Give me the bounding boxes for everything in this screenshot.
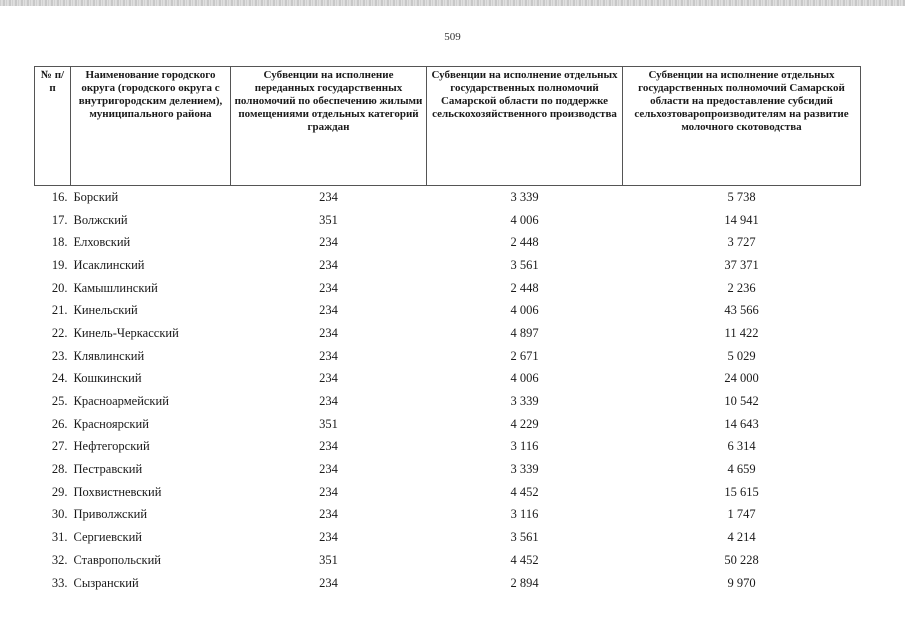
table-row: [35, 277, 861, 300]
table-row: [35, 345, 861, 368]
dairy-value-cell: 6 314: [727, 439, 756, 454]
row-number-cell: 21.: [51, 303, 68, 318]
row-number-cell: 24.: [51, 371, 68, 386]
municipality-name-cell: Нефтегорский: [73, 439, 150, 454]
municipality-name-cell: Сызранский: [73, 575, 139, 590]
header-housing-subvention: Субвенции на исполнение переданных государственных полномочий по обеспечению жилыми помещениями отдельных категорий граждан: [231, 67, 427, 186]
housing-value-cell: 234: [319, 507, 338, 522]
municipality-name-cell: Кинель-Черкасский: [73, 325, 179, 340]
row-number-cell: 26.: [51, 416, 68, 431]
header-number: № п/п: [35, 67, 71, 186]
dairy-value-cell: 3 727: [727, 235, 756, 250]
housing-value-cell: 351: [319, 416, 338, 431]
agriculture-value-cell: 3 116: [510, 439, 539, 454]
row-number-cell: 23.: [51, 348, 68, 363]
agriculture-value-cell: 4 006: [510, 371, 539, 386]
municipality-name-cell: Красноармейский: [73, 394, 169, 409]
subvention-table: [34, 66, 861, 594]
header-municipality: Наименование городского округа (городского округа с внутригородским делением), муниципального района: [71, 67, 231, 186]
table-row: [35, 322, 861, 345]
agriculture-value-cell: 2 894: [510, 575, 539, 590]
dairy-value-cell: 15 615: [724, 484, 759, 499]
dairy-value-cell: 43 566: [724, 303, 759, 318]
housing-value-cell: 351: [319, 552, 338, 567]
municipality-name-cell: Клявлинский: [73, 348, 145, 363]
housing-value-cell: 234: [319, 235, 338, 250]
municipality-name-cell: Сергиевский: [73, 530, 142, 545]
municipality-name-cell: Волжский: [73, 212, 128, 227]
table-row: [35, 368, 861, 391]
row-number-cell: 19.: [51, 257, 68, 272]
table-row: [35, 572, 861, 595]
housing-value-cell: 234: [319, 257, 338, 272]
municipality-name-cell: Пестравский: [73, 462, 143, 477]
housing-value-cell: 234: [319, 462, 338, 477]
dairy-value-cell: 4 659: [727, 462, 756, 477]
table-row: [35, 481, 861, 504]
housing-value-cell: 234: [319, 280, 338, 295]
dairy-value-cell: 9 970: [727, 575, 756, 590]
row-number-cell: 25.: [51, 394, 68, 409]
row-number-cell: 32.: [51, 552, 68, 567]
table-row: [35, 458, 861, 481]
municipality-name-cell: Ставропольский: [73, 552, 161, 567]
dairy-value-cell: 11 422: [724, 325, 759, 340]
dairy-value-cell: 5 029: [727, 348, 756, 363]
table-row: [35, 390, 861, 413]
dairy-value-cell: 5 738: [727, 189, 756, 204]
table-row: [35, 549, 861, 572]
table-row: [35, 231, 861, 254]
municipality-name-cell: Камышлинский: [73, 280, 158, 295]
table-row: [35, 254, 861, 277]
municipality-name-cell: Похвистневский: [73, 484, 162, 499]
header-agriculture-subvention: Субвенции на исполнение отдельных государственных полномочий Самарской области по поддержке сельскохозяйственного производства: [427, 67, 623, 186]
municipality-name-cell: Борский: [73, 189, 119, 204]
housing-value-cell: 234: [319, 371, 338, 386]
agriculture-value-cell: 4 006: [510, 212, 539, 227]
row-number-cell: 22.: [51, 325, 68, 340]
dairy-value-cell: 2 236: [727, 280, 756, 295]
agriculture-value-cell: 4 452: [510, 552, 539, 567]
municipality-name-cell: Приволжский: [73, 507, 148, 522]
header-row: [35, 67, 861, 186]
dairy-value-cell: 14 643: [724, 416, 759, 431]
agriculture-value-cell: 3 561: [510, 257, 539, 272]
row-number-cell: 16.: [51, 189, 68, 204]
municipality-name-cell: Красноярский: [73, 416, 149, 431]
municipality-name-cell: Исаклинский: [73, 257, 145, 272]
row-number-cell: 33.: [51, 575, 68, 590]
dairy-value-cell: 24 000: [724, 371, 759, 386]
agriculture-value-cell: 2 671: [510, 348, 539, 363]
agriculture-value-cell: 3 339: [510, 462, 539, 477]
row-number-cell: 20.: [51, 280, 68, 295]
scan-edge: [0, 0, 905, 6]
housing-value-cell: 234: [319, 484, 338, 499]
table-body: [35, 186, 861, 595]
table-row: [35, 186, 861, 209]
row-number-cell: 30.: [51, 507, 68, 522]
housing-value-cell: 234: [319, 394, 338, 409]
table-row: [35, 436, 861, 459]
row-number-cell: 29.: [51, 484, 68, 499]
agriculture-value-cell: 4 452: [510, 484, 539, 499]
agriculture-value-cell: 3 339: [510, 394, 539, 409]
table-row: [35, 209, 861, 232]
dairy-value-cell: 37 371: [724, 257, 759, 272]
row-number-cell: 18.: [51, 235, 68, 250]
housing-value-cell: 234: [319, 575, 338, 590]
agriculture-value-cell: 4 229: [510, 416, 539, 431]
housing-value-cell: 234: [319, 348, 338, 363]
table-row: [35, 299, 861, 322]
table-header: [35, 67, 861, 186]
dairy-value-cell: 14 941: [724, 212, 759, 227]
row-number-cell: 31.: [51, 530, 68, 545]
page-number: 509: [444, 31, 461, 43]
dairy-value-cell: 10 542: [724, 394, 759, 409]
housing-value-cell: 351: [319, 212, 338, 227]
housing-value-cell: 234: [319, 530, 338, 545]
row-number-cell: 17.: [51, 212, 68, 227]
dairy-value-cell: 50 228: [724, 552, 759, 567]
dairy-value-cell: 1 747: [727, 507, 756, 522]
agriculture-value-cell: 3 561: [510, 530, 539, 545]
housing-value-cell: 234: [319, 189, 338, 204]
row-number-cell: 28.: [51, 462, 68, 477]
table-row: [35, 413, 861, 436]
housing-value-cell: 234: [319, 325, 338, 340]
header-dairy-subvention: Субвенции на исполнение отдельных государственных полномочий Самарской области на предоставление субсидий сельхозтоваропроизводителям на развитие молочного скотоводства: [623, 67, 861, 186]
table-row: [35, 526, 861, 549]
table-row: [35, 504, 861, 527]
municipality-name-cell: Елховский: [73, 235, 131, 250]
agriculture-value-cell: 4 897: [510, 325, 539, 340]
row-number-cell: 27.: [51, 439, 68, 454]
agriculture-value-cell: 2 448: [510, 235, 539, 250]
agriculture-value-cell: 4 006: [510, 303, 539, 318]
housing-value-cell: 234: [319, 303, 338, 318]
agriculture-value-cell: 3 116: [510, 507, 539, 522]
municipality-name-cell: Кошкинский: [73, 371, 142, 386]
housing-value-cell: 234: [319, 439, 338, 454]
dairy-value-cell: 4 214: [727, 530, 756, 545]
agriculture-value-cell: 2 448: [510, 280, 539, 295]
agriculture-value-cell: 3 339: [510, 189, 539, 204]
municipality-name-cell: Кинельский: [73, 303, 138, 318]
